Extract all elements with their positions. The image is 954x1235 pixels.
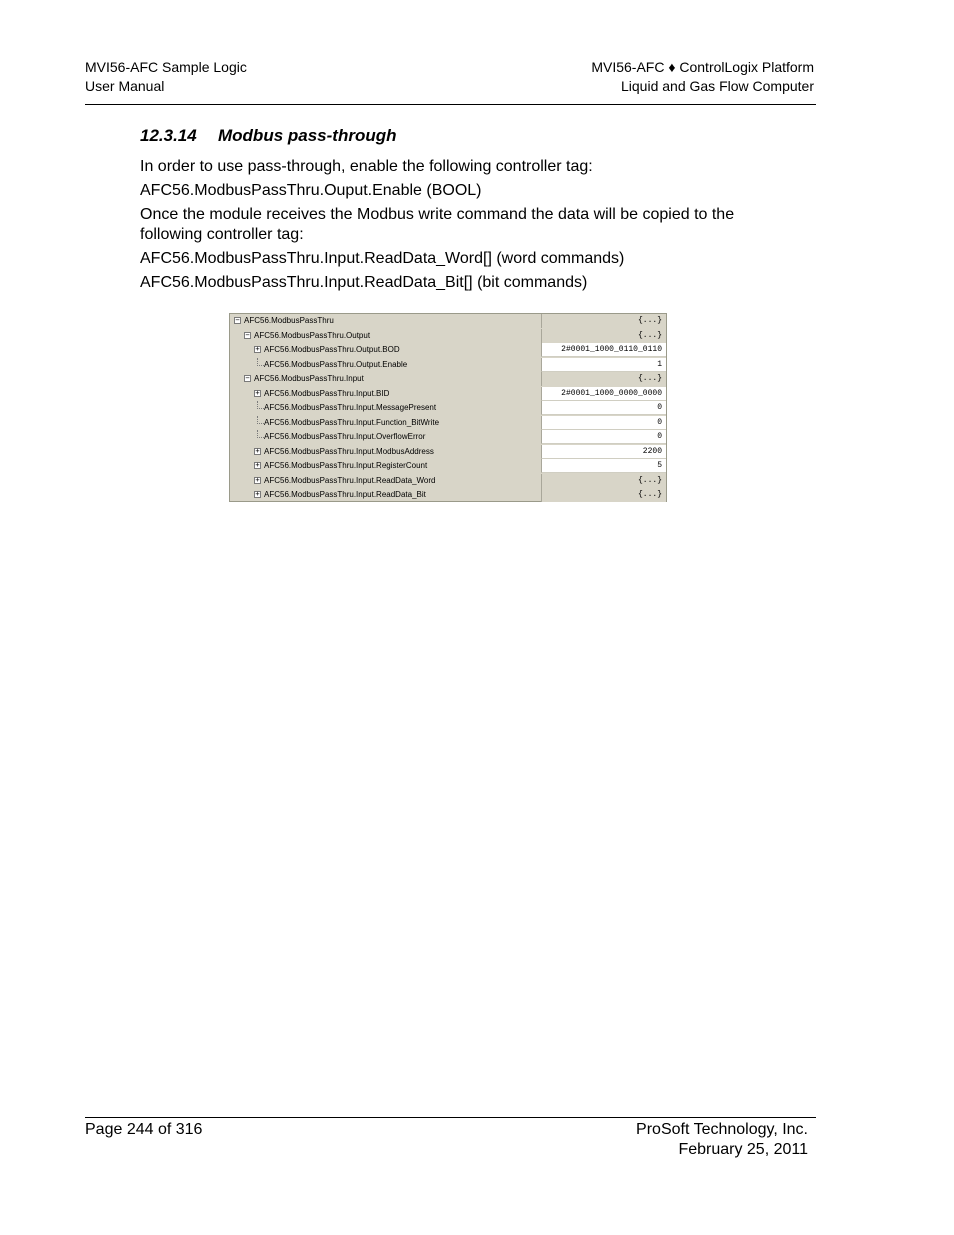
tree-connector (257, 401, 264, 409)
tag-value[interactable]: 2200 (541, 445, 666, 459)
tag-name: AFC56.ModbusPassThru.Input (254, 374, 364, 383)
tag-name: AFC56.ModbusPassThru.Input.BID (264, 388, 390, 398)
header-product-desc: Liquid and Gas Flow Computer (621, 78, 814, 94)
expand-icon[interactable]: + (255, 461, 260, 469)
tag-value[interactable]: 2#0001_1000_0000_0000 (541, 387, 666, 401)
tag-row[interactable] (230, 416, 666, 431)
section-number: 12.3.14 (140, 126, 197, 145)
tag-name: AFC56.ModbusPassThru.Output.BOD (264, 345, 400, 354)
paragraph: Once the module receives the Modbus write command the data will be copied to the following controller tag: (140, 206, 735, 243)
tag-name: AFC56.ModbusPassThru.Output.Enable (264, 359, 408, 369)
tag-value[interactable]: 2#0001_1000_0110_0110 (541, 343, 666, 357)
footer-divider (85, 1117, 816, 1118)
expand-icon[interactable]: + (255, 490, 260, 498)
tag-row[interactable] (230, 387, 666, 402)
tag-value[interactable]: {...} (541, 372, 666, 386)
footer-company: ProSoft Technology, Inc. (636, 1121, 808, 1138)
tag-value[interactable]: {...} (541, 314, 666, 328)
page-header-left (85, 58, 247, 96)
tag-name: AFC56.ModbusPassThru.Input.MessagePresent (264, 403, 437, 412)
tag-name: AFC56.ModbusPassThru.Input.ReadData_Bit (264, 490, 426, 499)
tag-name: AFC56.ModbusPassThru.Input.ReadData_Word (264, 475, 436, 485)
footer-date: February 25, 2011 (678, 1141, 808, 1158)
tag-row[interactable] (230, 488, 666, 503)
header-doc-type: User Manual (85, 78, 165, 94)
tag-name: AFC56.ModbusPassThru.Input.RegisterCount (264, 461, 428, 470)
tag-value[interactable]: {...} (541, 488, 666, 502)
expand-icon[interactable]: + (255, 388, 260, 397)
tag-row[interactable] (230, 358, 666, 373)
tag-value[interactable]: {...} (541, 474, 666, 488)
expand-icon[interactable]: + (255, 345, 260, 353)
tag-value[interactable]: 5 (541, 459, 666, 473)
tag-name: AFC56.ModbusPassThru (244, 316, 334, 325)
tag-row[interactable] (230, 343, 666, 358)
header-product: MVI56-AFC ♦ ControlLogix Platform (591, 59, 814, 75)
header-divider (85, 104, 816, 105)
tag-name: AFC56.ModbusPassThru.Output (254, 330, 371, 340)
tag-row[interactable] (230, 314, 666, 329)
tag-row[interactable] (230, 430, 666, 445)
tree-connector (257, 358, 264, 366)
body-text (140, 157, 760, 297)
collapse-icon[interactable]: − (245, 374, 250, 382)
tag-row[interactable] (230, 459, 666, 474)
tag-value[interactable]: 1 (541, 358, 666, 372)
tag-row[interactable] (230, 372, 666, 387)
tag-value[interactable]: 0 (541, 430, 666, 444)
controller-tag-tree (229, 313, 667, 502)
tag-value[interactable]: 0 (541, 401, 666, 415)
tree-connector (257, 416, 264, 424)
tag-name: AFC56.ModbusPassThru.Input.Function_BitWrite (264, 417, 440, 427)
tag-row[interactable] (230, 474, 666, 489)
paragraph: AFC56.ModbusPassThru.Input.ReadData_Word[] (word commands) (140, 250, 625, 267)
section-heading (140, 126, 396, 146)
paragraph: In order to use pass-through, enable the following controller tag: (140, 158, 593, 175)
tag-value[interactable]: 0 (541, 416, 666, 430)
header-doc-title: MVI56-AFC Sample Logic (85, 59, 247, 75)
expand-icon[interactable]: + (255, 446, 260, 455)
page-header-right (591, 58, 814, 96)
collapse-icon[interactable]: − (245, 330, 250, 339)
page-number: Page 244 of 316 (85, 1121, 203, 1138)
tree-connector (257, 430, 264, 438)
section-title: Modbus pass-through (218, 126, 397, 145)
paragraph: AFC56.ModbusPassThru.Ouput.Enable (BOOL) (140, 182, 482, 199)
tag-row[interactable] (230, 329, 666, 344)
tag-value[interactable]: {...} (541, 329, 666, 343)
tag-row[interactable] (230, 445, 666, 460)
tag-name: AFC56.ModbusPassThru.Input.ModbusAddress (264, 446, 434, 456)
page-footer-right (636, 1120, 808, 1160)
expand-icon[interactable]: + (255, 475, 260, 484)
paragraph: AFC56.ModbusPassThru.Input.ReadData_Bit[] (bit commands) (140, 274, 588, 291)
tag-row[interactable] (230, 401, 666, 416)
tag-name: AFC56.ModbusPassThru.Input.OverflowError (264, 432, 426, 441)
collapse-icon[interactable]: − (235, 316, 240, 324)
